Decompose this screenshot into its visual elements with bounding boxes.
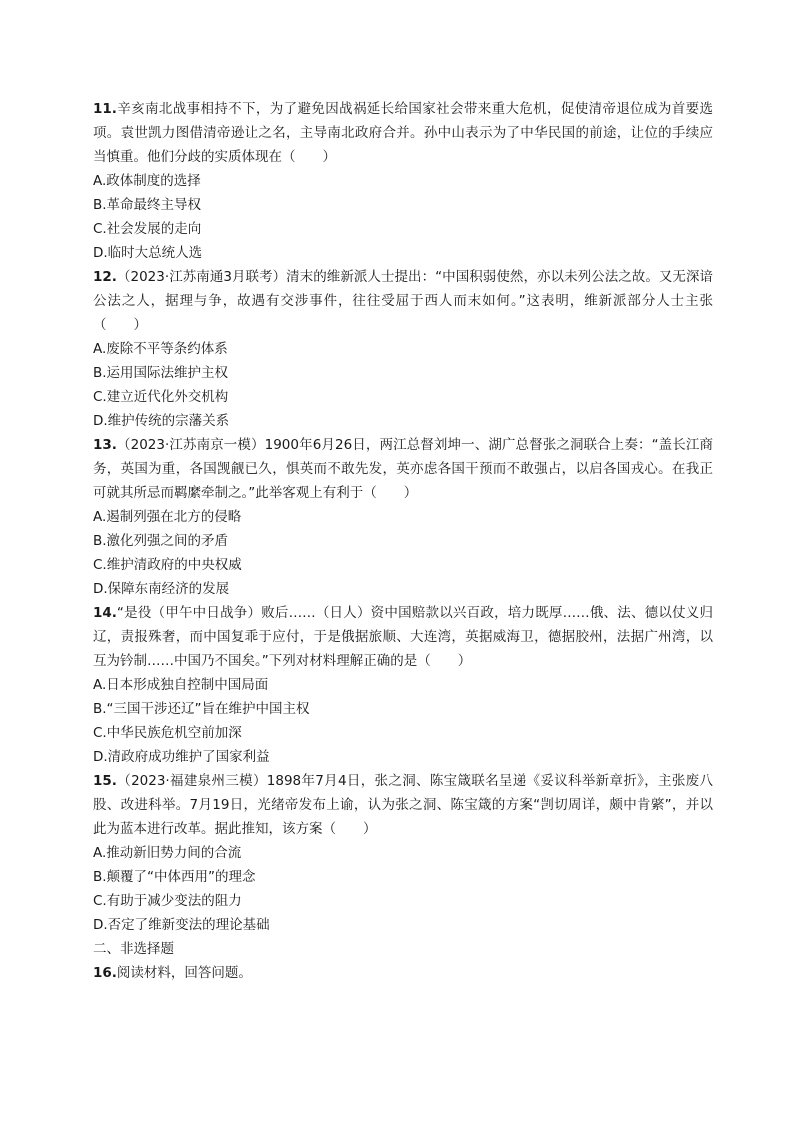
option-c[interactable]: C.建立近代化外交机构 bbox=[93, 389, 229, 405]
option-b[interactable]: B.运用国际法维护主权 bbox=[93, 365, 229, 381]
question-11 bbox=[93, 97, 713, 265]
question-stem bbox=[93, 433, 713, 505]
question-number: 12. bbox=[93, 269, 117, 285]
option-a[interactable]: A.推动新旧势力间的合流 bbox=[93, 845, 242, 861]
section-heading: 二、非选择题 bbox=[93, 941, 174, 957]
question-12 bbox=[93, 265, 713, 433]
question-number: 15. bbox=[93, 773, 117, 789]
question-text: 阅读材料，回答问题。 bbox=[116, 965, 252, 981]
question-text: （2023·福建泉州三模）1898年7月4日，张之洞、陈宝箴联名呈递《妥议科举新章折》，主张废八股、改进科举。7月19日，光绪帝发布上谕，认为张之洞、陈宝箴的方案“剀切周详，颇中肯綮”，并以此为蓝本进行改革。据此推知，该方案（ ） bbox=[93, 773, 713, 837]
question-16 bbox=[93, 961, 713, 985]
option-b[interactable]: B.颠覆了“中体西用”的理念 bbox=[93, 869, 256, 885]
option-c[interactable]: C.中华民族危机空前加深 bbox=[93, 725, 242, 741]
question-number: 16. bbox=[93, 965, 117, 981]
option-d[interactable]: D.维护传统的宗藩关系 bbox=[93, 413, 230, 429]
question-stem bbox=[93, 601, 713, 673]
question-stem bbox=[93, 97, 713, 169]
option-d[interactable]: D.否定了维新变法的理论基础 bbox=[93, 917, 270, 933]
option-b[interactable]: B.激化列强之间的矛盾 bbox=[93, 533, 229, 549]
option-a[interactable]: A.日本形成独自控制中国局面 bbox=[93, 677, 269, 693]
option-d[interactable]: D.清政府成功维护了国家利益 bbox=[93, 749, 270, 765]
question-list bbox=[93, 97, 713, 985]
option-a[interactable]: A.遏制列强在北方的侵略 bbox=[93, 509, 242, 525]
option-a[interactable]: A.政体制度的选择 bbox=[93, 173, 201, 189]
question-number: 14. bbox=[93, 605, 117, 621]
question-stem bbox=[93, 961, 713, 985]
question-stem bbox=[93, 769, 713, 841]
option-b[interactable]: B.“三国干涉还辽”旨在维护中国主权 bbox=[93, 701, 310, 717]
option-d[interactable]: D.临时大总统人选 bbox=[93, 245, 203, 261]
option-d[interactable]: D.保障东南经济的发展 bbox=[93, 581, 230, 597]
question-text: （2023·江苏南通3月联考）清末的维新派人士提出：“中国积弱使然，亦以未列公法之故。又无深谙公法之人，据理与争，故遇有交涉事件，往往受屈于西人而末如何。”这表明，维新派部分人士主张（ ） bbox=[93, 269, 713, 333]
option-c[interactable]: C.社会发展的走向 bbox=[93, 221, 202, 237]
question-number: 11. bbox=[93, 101, 117, 117]
option-b[interactable]: B.革命最终主导权 bbox=[93, 197, 202, 213]
question-text: 辛亥南北战事相持不下，为了避免因战祸延长给国家社会带来重大危机，促使清帝退位成为首要选项。袁世凯力图借清帝逊让之名，主导南北政府合并。孙中山表示为了中华民国的前途，让位的手续应当慎重。他们分歧的实质体现在（ ） bbox=[93, 101, 713, 165]
question-text: “是役（甲午中日战争）败后……（日人）资中国赔款以兴百政，培力既厚……俄、法、德以仗义归辽，责报殊奢，而中国复乖于应付，于是俄据旅顺、大连湾，英据威海卫，德据胶州，法据广州湾，以互为钤制……中国乃不国矣。”下列对材料理解正确的是（ ） bbox=[93, 605, 713, 669]
option-c[interactable]: C.有助于减少变法的阻力 bbox=[93, 893, 242, 909]
option-c[interactable]: C.维护清政府的中央权威 bbox=[93, 557, 242, 573]
question-number: 13. bbox=[93, 437, 117, 453]
question-text: （2023·江苏南京一模）1900年6月26日，两江总督刘坤一、湖广总督张之洞联合上奏：“盖长江商务，英国为重，各国觊觎已久，惧英而不敢先发，英亦虑各国干预而不敢强占，以启各国戎心。在我正可就其所忌而羁縻牵制之。”此举客观上有利于（ ） bbox=[93, 437, 713, 501]
question-15 bbox=[93, 769, 713, 937]
option-a[interactable]: A.废除不平等条约体系 bbox=[93, 341, 228, 357]
question-13 bbox=[93, 433, 713, 601]
question-stem bbox=[93, 265, 713, 337]
question-14 bbox=[93, 601, 713, 769]
